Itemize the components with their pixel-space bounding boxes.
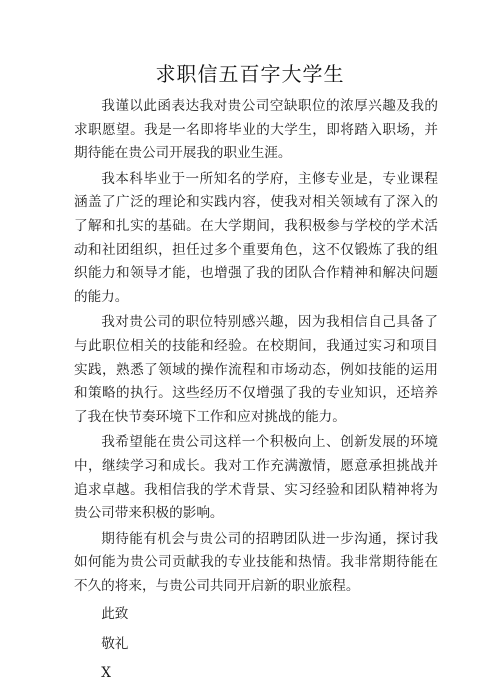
letter-body (74, 95, 438, 689)
paragraph-education: 我本科毕业于一所知名的学府，主修专业是，专业课程涵盖了广泛的理论和实践内容，使我对相关领域有了深入的了解和扎实的基础。在大学期间，我积极参与学校的学术活动和社团组织，担任过多个重要角色，这不仅锻炼了我的组织能力和领导才能，也增强了我的团队合作精神和解决问题的能力。 (74, 170, 438, 305)
page-title: 求职信五百字大学生 (155, 62, 345, 86)
paragraph-motivation: 我希望能在贵公司这样一个积极向上、创新发展的环境中，继续学习和成长。我对工作充满激情，愿意承担挑战并追求卓越。我相信我的学术背景、实习经验和团队精神将为贵公司带来积极的影响。 (74, 434, 438, 522)
paragraph-intro: 我谨以此函表达我对贵公司空缺职位的浓厚兴趣及我的求职愿望。我是一名即将毕业的大学生，即将踏入职场，并期待能在贵公司开展我的职业生涯。 (74, 98, 438, 162)
paragraph-conclusion: 期待能有机会与贵公司的招聘团队进一步沟通，探讨我如何能为贵公司贡献我的专业技能和热情。我非常期待能在不久的将来，与贵公司共同开启新的职业旅程。 (74, 530, 438, 594)
closing-salutation: 此致 (101, 606, 129, 623)
closing-regards: 敬礼 (101, 635, 129, 652)
signature: X (101, 665, 111, 682)
paragraph-skills: 我对贵公司的职位特别感兴趣，因为我相信自己具备了与此职位相关的技能和经验。在校期间，我通过实习和项目实践，熟悉了领域的操作流程和市场动态，例如技能的运用和策略的执行。这些经历不仅增强了我的专业知识，还培养了我在快节奏环境下工作和应对挑战的能力。 (74, 314, 438, 425)
